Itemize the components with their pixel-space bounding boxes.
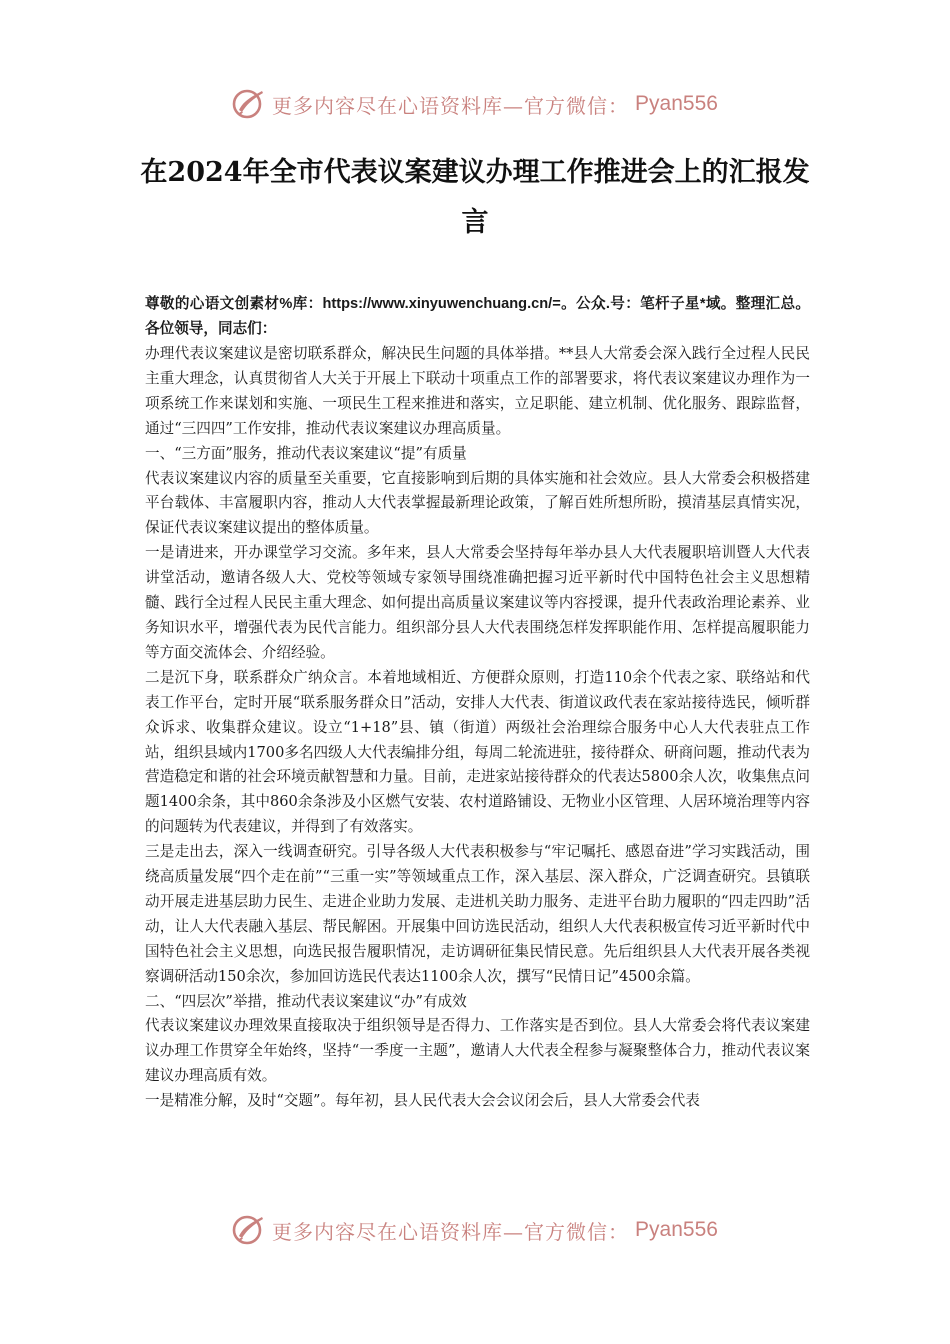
watermark-text: 更多内容尽在心语资料库—官方微信： (272, 93, 630, 118)
body-paragraph: 三是走出去，深入一线调查研究。引导各级人大代表积极参与“牢记嘱托、感恩奋进”学习实践活动，围绕高质量发展“四个走在前”“三重一实”等领域重点工作，深入基层、深入群众，广泛调查研究。县镇联动开展走进基层助力民生、走进企业助力发展、走进机关助力服务、走进平台助力履职的“四走四助”活动，让人大代表融入基层、帮民解困。开展集中回访选民活动，组织人大代表积极宣传习近平新时代中国特色社会主义思想，向选民报告履职情况，走访调研征集民情民意。先后组织县人大代表开展各类视察调研活动150余次，参加回访选民代表达1100余人次，撰写“民情日记”4500余篇。 (145, 843, 810, 985)
footer-watermark-banner (0, 1210, 950, 1250)
brush-logo-icon (232, 1213, 266, 1247)
section-heading-2: 二、“四层次”举措，推动代表议案建议“办”有成效 (145, 992, 467, 1010)
body-paragraph: 一是请进来，开办课堂学习交流。多年来，县人大常委会坚持每年举办县人大代表履职培训暨人大代表讲堂活动，邀请各级人大、党校等领域专家领导围绕准确把握习近平新时代中国特色社会主义思想精髓、践行全过程人民民主重大理念、如何提出高质量议案建议等内容授课，提升代表政治理论素养、业务知识水平，增强代表为民代言能力。组织部分县人大代表围绕怎样发挥职能作用、怎样提高履职能力等方面交流体会、介绍经验。 (145, 544, 810, 661)
body-paragraph: 代表议案建议办理效果直接取决于组织领导是否得力、工作落实是否到位。县人大常委会将代表议案建议办理工作贯穿全年始终，坚持“一季度一主题”，邀请人大代表全程参与凝聚整体合力，推动代表议案建议办理高质有效。 (145, 1017, 810, 1085)
section-heading-1: 一、“三方面”服务，推动代表议案建议“提”有质量 (145, 444, 467, 462)
document-title: 在2024年全市代表议案建议办理工作推进会上的汇报发言 (140, 157, 810, 238)
watermark-wechat-id: Pyan556 (635, 1218, 718, 1241)
body-paragraph: 二是沉下身，联系群众广纳众言。本着地域相近、方便群众原则，打造110余个代表之家、联络站和代表工作平台，定时开展“联系服务群众日”活动，安排人大代表、街道议政代表在家站接待选民，倾听群众诉求、收集群众建议。设立“1+18”县、镇（街道）两级社会治理综合服务中心人大代表驻点工作站，组织县域内1700多名四级人大代表编排分组，每周二轮流进驻，接待群众、研商问题，推动代表为营造稳定和谐的社会环境贡献智慧和力量。目前，走进家站接待群众的代表达5800余人次，收集焦点问题1400余条，其中860余条涉及小区燃气安装、农村道路铺设、无物业小区管理、人居环境治理等内容的问题转为代表建议，并得到了有效落实。 (145, 668, 810, 836)
body-paragraph: 一是精准分解，及时“交题”。每年初，县人民代表大会会议闭会后，县人大常委会代表 (145, 1092, 700, 1110)
watermark-text: 更多内容尽在心语资料库—官方微信： (272, 1219, 630, 1244)
salutation-line: 尊敬的心语文创素材%库：https://www.xinyuwenchuang.cn/=。公众.号：笔杆子星*域。整理汇总。各位领导，同志们： (145, 296, 810, 337)
intro-paragraph: 办理代表议案建议是密切联系群众，解决民生问题的具体举措。**县人大常委会深入践行全过程人民民主重大理念，认真贯彻省人大关于开展上下联动十项重点工作的部署要求，将代表议案建议办理作为一项系统工作来谋划和实施、一项民生工程来推进和落实，立足职能、建立机制、优化服务、跟踪监督，通过“三四四”工作安排，推动代表议案建议办理高质量。 (145, 345, 810, 437)
document-body (145, 292, 810, 1114)
watermark-wechat-id: Pyan556 (635, 92, 718, 115)
brush-logo-icon (232, 87, 266, 121)
body-paragraph: 代表议案建议内容的质量至关重要，它直接影响到后期的具体实施和社会效应。县人大常委会积极搭建平台载体、丰富履职内容，推动人大代表掌握最新理论政策，了解百姓所想所盼，摸清基层真情实况，保证代表议案建议提出的整体质量。 (145, 469, 810, 537)
header-watermark-banner (0, 84, 950, 124)
